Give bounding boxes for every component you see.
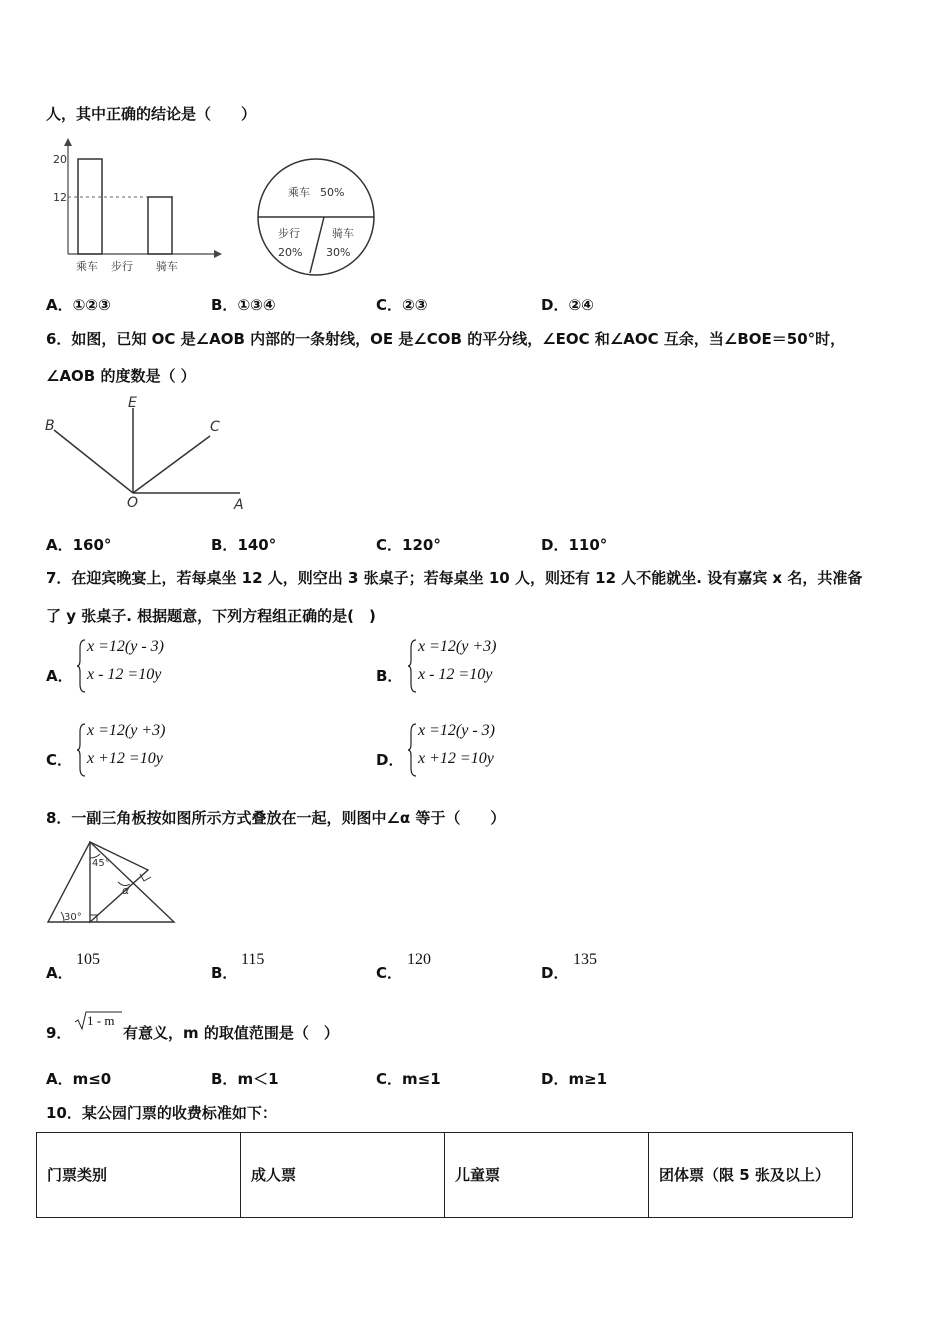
option-text: 110° [568,536,608,554]
q7-option-c[interactable] [46,722,246,778]
bar-cheche [78,159,102,254]
brace-icon [77,638,87,694]
equation-1: x =12(y +3) [418,638,497,655]
option-letter: D． [376,751,404,769]
q9-radical [74,1010,124,1032]
equation-2: x - 12 =10y [87,666,162,683]
bar-chart-y-arrow [64,138,72,146]
bar-chart-x-label-buxing: 步行 [111,260,133,273]
label-45-degree: 45° [92,858,110,869]
option-letter: A． [46,1070,73,1088]
label-e: E [128,395,137,411]
q8-option-d[interactable] [541,950,691,980]
pie-label-buxing: 步行 [278,227,300,240]
option-letter: C． [376,964,403,982]
q5-option-a[interactable] [46,294,111,315]
triangle-30-60 [48,842,174,922]
q8-option-b[interactable] [211,950,361,980]
q8-triangle-figure [44,836,184,928]
option-letter: A． [46,296,73,314]
q10-stem: 10．某公园门票的收费标准如下： [46,1104,277,1122]
pie-percent-cheche: 50% [320,186,345,199]
option-letter: D． [541,536,569,554]
bar-qiche [148,197,172,254]
option-letter: D． [541,296,569,314]
q9-option-a[interactable] [46,1068,111,1089]
header-cell-adult: 成人票 [241,1133,445,1218]
option-text: 120° [402,536,441,554]
option-text: 140° [237,536,277,554]
equation-1: x =12(y - 3) [418,722,495,739]
option-letter: C． [376,536,403,554]
q9-number: 9． [46,1024,72,1042]
option-letter: D． [541,964,569,982]
fee-table [36,1132,853,1218]
q7-option-a[interactable] [46,638,246,694]
q7-stem-line1: 7．在迎宾晚宴上，若每桌坐 12 人，则空出 3 张桌子；若每桌坐 10 人，则还有 12 人不能就坐. 设有嘉宾 x 名，共准备 [46,569,863,587]
q6-angle-figure [40,392,260,514]
option-letter: A． [46,964,73,982]
q6-option-b[interactable] [211,534,276,555]
q5-option-b[interactable] [211,294,276,315]
option-value: 135 [573,951,597,968]
option-value: 120 [407,951,431,968]
option-letter: C． [376,1070,403,1088]
q6-stem-line1: 6．如图，已知 OC 是∠AOB 内部的一条射线，OE 是∠COB 的平分线，∠EOC 和∠AOC 互余，当∠BOE＝50°时， [46,330,846,348]
option-letter: A． [46,536,73,554]
option-letter: B． [211,964,238,982]
q5-pie-chart [254,155,378,279]
option-letter: C． [46,751,73,769]
option-letter: B． [376,667,403,685]
equation-2: x +12 =10y [418,750,494,767]
label-o: O [127,495,139,511]
brace-icon [408,638,418,694]
q6-option-a[interactable] [46,534,111,555]
header-cell-group: 团体票（限 5 张及以上） [649,1133,853,1218]
ray-ob [54,430,133,493]
bar-chart-x-label-cheche: 乘车 [76,260,98,273]
pie-percent-buxing: 20% [278,246,303,259]
equation-2: x +12 =10y [87,750,163,767]
brace-icon [408,722,418,778]
bar-chart-x-arrow [214,250,222,258]
pie-label-cheche: 乘车 [288,186,310,199]
option-letter: B． [211,536,238,554]
q5-option-d[interactable] [541,294,594,315]
option-text: ①③④ [237,296,276,314]
q5-stem-tail: 人，其中正确的结论是（ ） [46,105,257,123]
option-letter: A． [46,667,73,685]
q6-option-c[interactable] [376,534,441,555]
option-text: m≥1 [568,1070,608,1088]
label-alpha: α [122,884,130,897]
option-text: m＜1 [237,1070,279,1088]
pie-label-qiche: 骑车 [332,227,354,240]
radicand: 1 - m [87,1013,115,1028]
option-value: 115 [241,951,265,968]
equation-2: x - 12 =10y [418,666,493,683]
triangle-45 [90,842,148,922]
bar-chart-x-label-qiche: 骑车 [156,260,178,273]
q6-stem-line2: ∠AOB 的度数是（ ） [46,367,196,385]
option-value: 105 [76,951,100,968]
q8-option-a[interactable] [46,950,196,980]
label-c: C [210,419,220,435]
header-cell-ticket-type: 门票类别 [37,1133,241,1218]
pie-slice-divider-slant [310,217,324,273]
q6-option-d[interactable] [541,534,607,555]
q7-option-b[interactable] [376,638,576,694]
q8-option-c[interactable] [376,950,526,980]
q5-bar-chart [48,136,228,278]
q9-option-c[interactable] [376,1068,441,1089]
option-text: 160° [72,536,112,554]
brace-icon [77,722,87,778]
option-letter: B． [211,1070,238,1088]
option-letter: D． [541,1070,569,1088]
q9-option-b[interactable] [211,1068,279,1089]
option-text: ②③ [402,296,428,314]
q7-stem-line2: 了 y 张桌子. 根据题意，下列方程组正确的是( ) [46,607,376,625]
ray-oc [133,436,210,493]
header-cell-child: 儿童票 [445,1133,649,1218]
option-text: m≤1 [402,1070,441,1088]
label-30-degree: 30° [64,912,82,923]
q8-stem: 8．一副三角板按如图所示方式叠放在一起，则图中∠α 等于（ ） [46,809,506,827]
bar-chart-y-tick-20: 20 [53,153,67,166]
label-a: A [234,497,244,513]
option-letter: C． [376,296,403,314]
q9-option-d[interactable] [541,1068,607,1089]
pie-percent-qiche: 30% [326,246,351,259]
option-text: m≤0 [72,1070,112,1088]
option-text: ①②③ [72,296,111,314]
option-letter: B． [211,296,238,314]
option-text: ②④ [568,296,594,314]
bar-chart-y-tick-12: 12 [53,191,67,204]
q5-option-c[interactable] [376,294,427,315]
equation-1: x =12(y - 3) [87,638,164,655]
q9-stem-tail: 有意义，m 的取值范围是（ ） [123,1024,339,1042]
q7-option-d[interactable] [376,722,576,778]
table-header-row [37,1133,853,1218]
label-b: B [45,418,55,434]
equation-1: x =12(y +3) [87,722,166,739]
